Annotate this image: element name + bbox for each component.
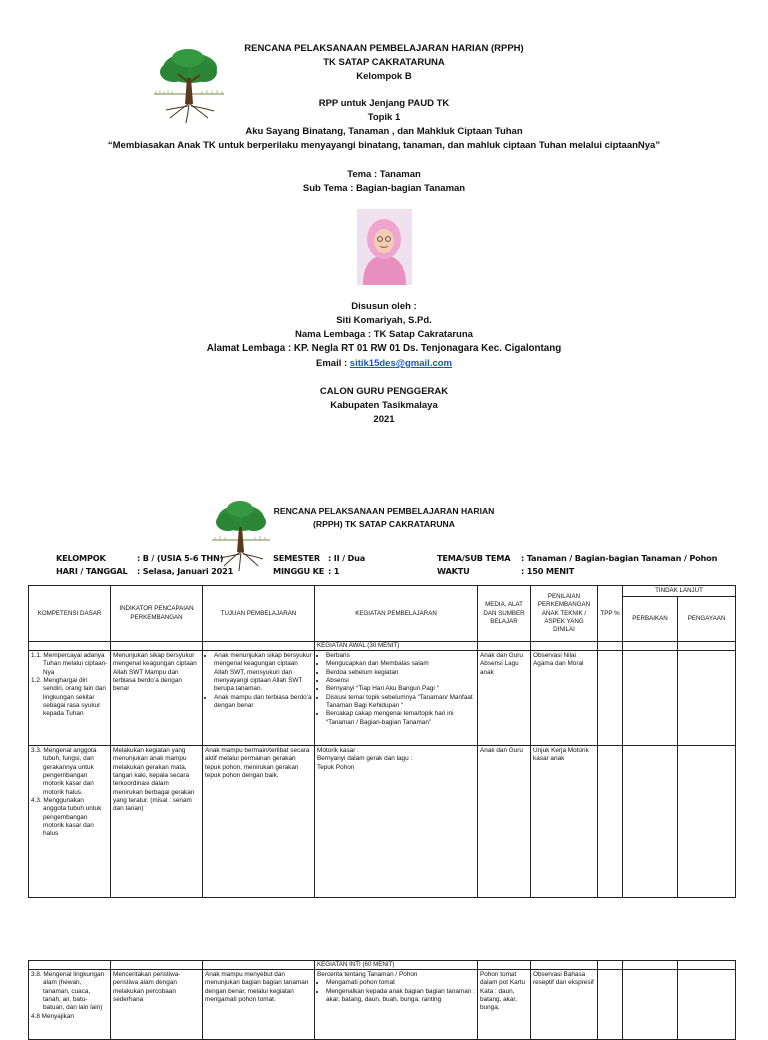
kd-item: 1.1. Mempercayai adanya Tuhan melalui ciptaan-Nya <box>31 652 108 676</box>
media-cell: Pohon tomat dalam pot Kartu Kata : daun, batang, akar, bunga, <box>478 970 531 1040</box>
table-row <box>29 746 736 898</box>
media-cell: Anak dan Guru <box>478 746 531 898</box>
table-row <box>29 970 736 1040</box>
rpph-table-continued <box>28 960 736 1040</box>
indikator-cell: Menunjukan sikap bersyukur mengenal keagungan ciptaan Allah SWT Mampu dan terbiasa berdo’a dengan benar <box>111 651 203 746</box>
media-cell: Anak dan Guru Absensi Lagu anak <box>478 651 531 746</box>
kd-item: 1.2. Menghargai diri sendiri, orang lain dan lingkungan sekitar sebagai rasa syukur kepada Tuhan <box>31 677 106 718</box>
list-item: • Berdoa sebelum kegiatan <box>326 669 475 677</box>
cover-address: Alamat Lembaga : KP. Negla RT 01 RW 01 Ds. Tenjonagara Kec. Cigalontang <box>206 343 562 354</box>
kegiatan-cell <box>315 970 478 1040</box>
cover-author: Siti Komariyah, S.Pd. <box>336 315 432 326</box>
table-row <box>29 651 736 746</box>
cover-title: RENCANA PELAKSANAAN PEMBELAJARAN HARIAN (RPPH) <box>244 43 524 54</box>
kd-cell <box>29 970 111 1040</box>
header-kompetensi-dasar: KOMPETENSI DASAR <box>29 586 111 642</box>
semester-value: : II / Dua <box>328 553 366 563</box>
cover-institution: Nama Lembaga : TK Satap Cakrataruna <box>295 329 473 340</box>
header-tindak-lanjut: TINDAK LANJUT <box>623 586 736 597</box>
cover-subtheme: Sub Tema : Bagian-bagian Tanaman <box>302 183 466 194</box>
kelompok-value: : B / (USIA 5-6 THN) <box>137 553 224 563</box>
kd-cell <box>29 651 111 746</box>
cover-year: 2021 <box>373 414 395 425</box>
waktu-label: WAKTU <box>437 566 470 576</box>
tujuan-cell: Anak mampu menyebut dan menunjukan bagian bagian tanaman dengan benar, melalui kegiatan mengamati pohon tomat. <box>203 970 315 1040</box>
email-label: Email : <box>316 358 350 369</box>
minggu-value: : 1 <box>328 566 340 576</box>
list-item: • Berbaris <box>326 652 475 660</box>
penilaian-cell: Observasi Nilai Agama dan Moral <box>531 651 598 746</box>
cover-cgp: CALON GURU PENGGERAK <box>319 386 449 397</box>
cover-topic-number: Topik 1 <box>367 112 401 123</box>
cover-page <box>0 0 768 440</box>
header-kegiatan: KEGIATAN PEMBELAJARAN <box>315 586 478 642</box>
minggu-label: MINGGU KE <box>273 566 325 576</box>
kelompok-label: KELOMPOK <box>56 553 106 563</box>
list-item: • Diskusi tema/ topik sebelumnya “Tanaman/ Manfaat Tanaman Bagi Kehidupan “ <box>326 694 475 711</box>
list-item: • Absensi <box>326 677 475 685</box>
header-pengayaan: PENGAYAAN <box>678 597 736 642</box>
header-perbaikan: PERBAIKAN <box>623 597 678 642</box>
list-item: • Bercakap cakap mengenai tema/topik hari ini “Tanaman / Bagian-bagian Tanaman” <box>326 710 475 727</box>
tema-label: TEMA/SUB TEMA <box>437 553 511 563</box>
hari-value: : Selasa, Januari 2021 <box>137 566 234 576</box>
kegiatan-cell <box>315 746 478 898</box>
tujuan-cell <box>203 651 315 746</box>
kd-cell <box>29 746 111 898</box>
header-tpp: TPP % <box>598 586 623 642</box>
kegiatan-cell <box>315 651 478 746</box>
cover-topic-title: Aku Sayang Binatang, Tanaman , dan Mahkluk Ciptaan Tuhan <box>245 126 523 137</box>
kd-item: 4.8 Menyajikan <box>31 1012 74 1020</box>
page2-title-line2: (RPPH) TK SATAP CAKRATARUNA <box>313 519 455 529</box>
cover-regency: Kabupaten Tasikmalaya <box>330 400 438 411</box>
cover-level: RPP untuk Jenjang PAUD TK <box>318 98 450 109</box>
list-item: • Anak menunjukan sikap bersyukur mengenal keagungan ciptaan Allah SWT, mensyukuri dan menyayangi ciptaan Allah SWT berupa tanaman. <box>214 652 312 694</box>
cover-school: TK SATAP CAKRATARUNA <box>323 57 445 68</box>
kegiatan-title: Bercerita tentang Tanaman / Pohon <box>317 971 418 979</box>
indikator-cell: Menceritakan peristiwa-peristiwa alam dengan melakukan percobaan sederhana <box>111 970 203 1040</box>
penilaian-cell: Unjuk Kerja Motorik kasar anak <box>531 746 598 898</box>
kd-item: 4.3. Menggunakan anggota tubuh untuk pengembangan motorik kasar dan halus <box>31 797 102 838</box>
waktu-value: : 150 MENIT <box>521 566 575 576</box>
list-item: • Mengenalkan kepada anak bagian bagian tanaman : akar, batang, daun, buah, bunga, ranting <box>326 988 475 1005</box>
header-tujuan: TUJUAN PEMBELAJARAN <box>203 586 315 642</box>
list-item: • Anak mampu dan terbiasa berdo’a dengan benar <box>214 694 312 711</box>
cover-topic-description: “Membiasakan Anak TK untuk berperilaku menyayangi binatang, tanaman, dan mahluk ciptaan Tuhan melalui ciptaanNya” <box>107 140 661 151</box>
list-item: • Mengucapkan dan Membalas salam <box>326 660 475 668</box>
indikator-cell: Melakukan kegiatan yang menunjukan anak mampu melakukan gerakan mata, tangan kaki, kepala secara terkoordinasi dalam menirukan berbagai gerakan yang teratur. (misal : senam dan tarian) <box>111 746 203 898</box>
header-penilaian: PENILAIAN PERKEMBANGAN ANAK TEKNIK / ASPEK YANG DINILAI <box>531 586 598 642</box>
email-link[interactable]: sitik15des@gmail.com <box>349 358 452 369</box>
list-item: • Bernyanyi “Tiap Hari Aku Bangun Pagi “ <box>326 685 475 693</box>
author-photo <box>357 209 412 285</box>
semester-label: SEMESTER <box>273 553 321 563</box>
tema-value: : Tanaman / Bagian-bagian Tanaman / Pohon <box>521 553 718 563</box>
page2-title-line1: RENCANA PELAKSANAAN PEMBELAJARAN HARIAN <box>273 506 495 516</box>
header-indikator: INDIKATOR PENCAPAIAN PERKEMBANGAN <box>111 586 203 642</box>
section-kegiatan-awal: KEGIATAN AWAL (30 MENIT) <box>315 642 478 651</box>
cover-prepared-by: Disusun oleh : <box>351 301 417 312</box>
kegiatan-line: Tepuk Pohon <box>317 763 355 771</box>
kegiatan-title: Motorik kasar : <box>317 747 359 755</box>
header-media: MEDIA, ALAT DAN SUMBER BELAJAR <box>478 586 531 642</box>
penilaian-cell: Observasi Bahasa reseptif dan ekspresif <box>531 970 598 1040</box>
cover-group: Kelompok B <box>356 71 412 82</box>
list-item: • Mengamati pohon tomat <box>326 979 475 987</box>
cover-theme: Tema : Tanaman <box>347 169 421 180</box>
rpph-table <box>28 585 736 898</box>
tujuan-cell: Anak mampu bermain/terlibat secara aktif melalui permainan gerakan tepuk pohon, menirukan gerakan tepuk pohon dengan baik. <box>203 746 315 898</box>
kegiatan-line: Bernyanyi dalam gerak dan lagu : <box>317 755 413 763</box>
section-kegiatan-inti: KEGIATAN INTI (60 MENIT) <box>315 961 478 970</box>
hari-label: HARI / TANGGAL <box>56 566 128 576</box>
kd-item: 3.8. Mengenal lingkungan alam (hewan, tanaman, cuaca, tanah, air, batu-batuan, dan lain lain) <box>31 971 105 1012</box>
kd-item: 3.3. Mengenal anggota tubuh, fungsi, dan gerakannya untuk pengembangan motorik kasar dan motorik halus. <box>31 747 97 796</box>
cover-email-line <box>0 358 768 369</box>
